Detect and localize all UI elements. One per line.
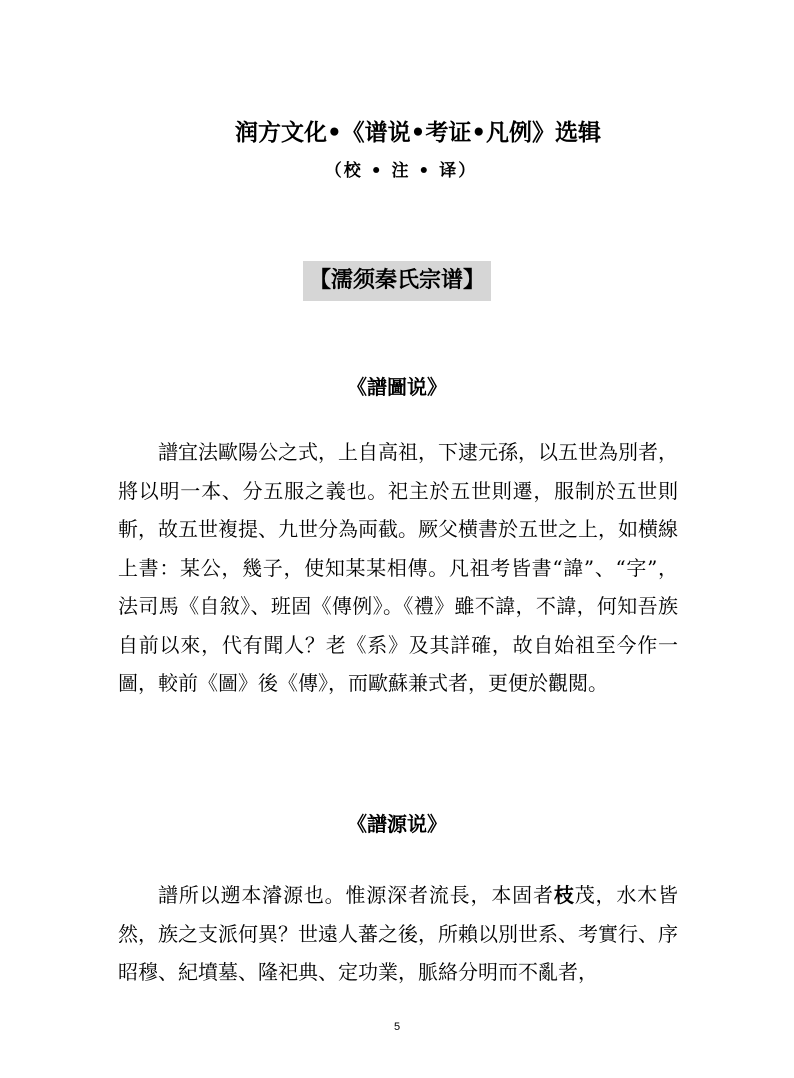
- section-paragraph-pu-tu-shuo: 譜宜法歐陽公之式，上自高祖，下逮元孫，以五世為別者，將以明一本、分五服之義也。祀主於五世則遷，服制於五世則斬，故五世複提、九世分為両截。厥父横書於五世之上，如横線上書：某公，幾子，使知某某相傳。凡祖考皆書“諱”、“字”，法司馬《自敘》、班固《傳例》。《禮》雖不諱，不諱，何知吾族自前以來，代有聞人？老《系》及其詳確，故自始祖至今作一圖，較前《圖》後《傳》，而歐蘇兼式者，更便於觀閲。: [118, 440, 678, 695]
- section-title-pu-yuan-shuo: 《譜源说》: [347, 812, 447, 836]
- paragraph-text-after: 茂，水木皆然，族之支派何異？世遠人蕃之後，所賴以別世系、考實行、序昭穆、紀墳墓、隆祀典、定功業，脈絡分明而不亂者，: [118, 883, 679, 984]
- section-paragraph-pu-yuan-shuo: [118, 876, 678, 992]
- page-number: 5: [393, 1021, 401, 1033]
- genealogy-name-banner: 【濡须秦氏宗谱】: [303, 261, 491, 301]
- section-title-pu-tu-shuo: 《譜圖说》: [347, 375, 447, 399]
- banner-container: [0, 261, 794, 301]
- document-subtitle: （校 • 注 • 译）: [324, 161, 478, 181]
- paragraph-emphasis: 枝: [553, 883, 575, 907]
- paragraph-text-before: 譜所以遡本濬源也。惟源深者流長，本固者: [158, 883, 554, 907]
- document-title: 润方文化•《谱说•考证•凡例》选辑: [234, 120, 602, 146]
